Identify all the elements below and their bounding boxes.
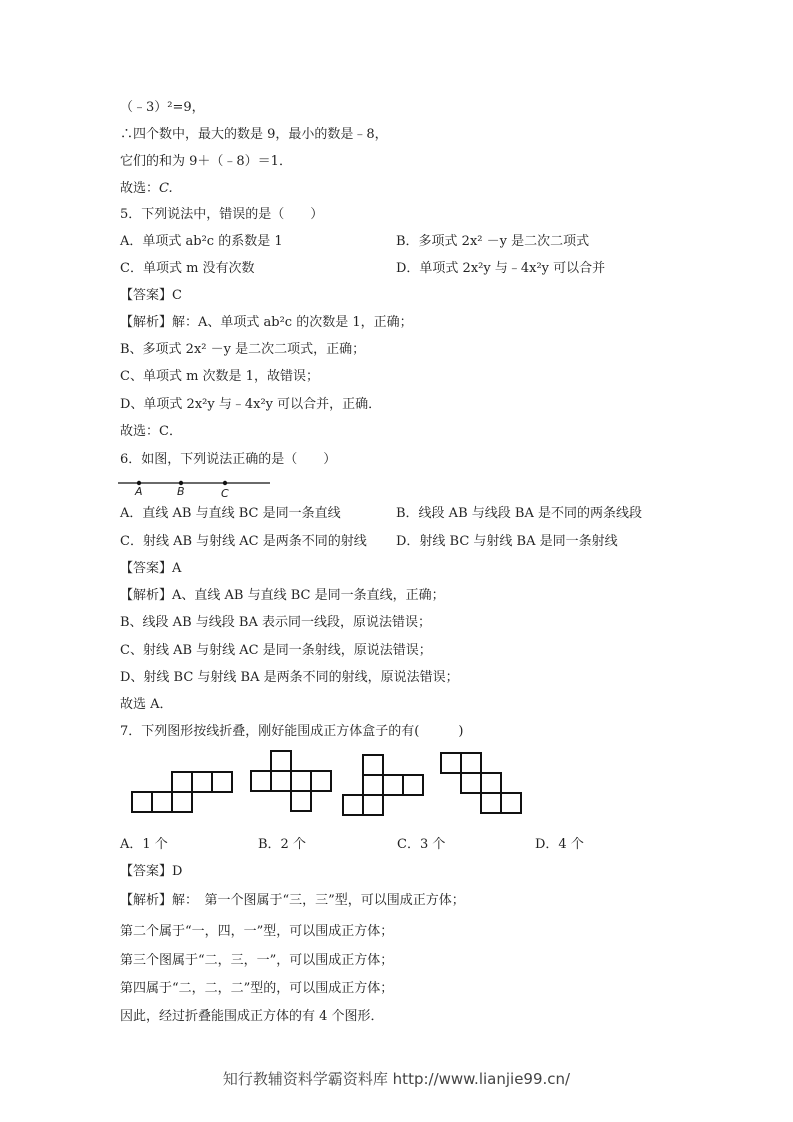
q7-analysis-3: 第三个图属于“二，三，一”，可以围成正方体； [120,953,394,968]
footer-watermark: 知行教辅资料学霸资料库 http://www.lianjie99.cn/ [222,1070,571,1088]
q6-analysis-2: B、线段 AB 与线段 BA 表示同一线段，原说法错误； [120,615,431,630]
q6-stem: 6．如图，下列说法正确的是（ ） [120,452,337,467]
q6-analysis-4: D、射线 BC 与射线 BA 是两条不同的射线，原说法错误； [120,670,459,685]
q7-option-a: A．1 个 [120,837,168,852]
q6-point-c-label: C [221,487,229,500]
q7-analysis-5: 因此，经过折叠能围成正方体的有 4 个图形． [120,1009,384,1024]
q5-analysis-3: C、单项式 m 次数是 1，故错误； [120,369,319,384]
q6-option-b: B．线段 AB 与线段 BA 是不同的两条线段 [396,506,642,521]
q5-stem: 5．下列说法中，错误的是（ ） [120,207,324,222]
q6-option-c: C．射线 AB 与射线 AC 是两条不同的射线 [120,534,367,549]
q6-answer: 【答案】A [120,561,182,576]
q7-option-c: C．3 个 [397,837,446,852]
q5-analysis-2: B、多项式 2x² －y 是二次二项式，正确； [120,342,366,357]
q6-option-a: A．直线 AB 与直线 BC 是同一条直线 [120,506,341,521]
intro-line-4 [120,180,173,198]
q5-option-c: C．单项式 m 没有次数 [120,261,255,276]
cube-net-4 [440,752,524,816]
q7-analysis-1: 【解析】解： 第一个图属于“三，三”型，可以围成正方体； [120,893,465,908]
q5-analysis-1: 【解析】解：A、单项式 ab²c 的次数是 1，正确； [120,315,413,330]
intro-line-1: （﹣3）²=9， [120,100,205,115]
cube-net-1 [131,772,235,814]
q7-answer: 【答案】D [120,864,183,879]
q7-analysis-2: 第二个属于“一，四，一”型，可以围成正方体； [120,924,394,939]
q7-option-b: B．2 个 [258,837,306,852]
intro-line-2: ∴四个数中，最大的数是 9，最小的数是﹣8， [120,127,388,142]
q5-option-d: D．单项式 2x²y 与﹣4x²y 可以合并 [396,261,606,276]
q5-analysis-5: 故选：C． [120,424,182,439]
q7-stem: 7．下列图形按线折叠，刚好能围成正方体盒子的有( ) [120,724,464,739]
cube-net-2 [250,750,334,814]
q6-point-a-label: A [135,485,143,498]
intro-line-3: 它们的和为 9＋（﹣8）＝1． [120,154,292,169]
intro-choose-label: 故选： [120,181,160,196]
q6-analysis-3: C、射线 AB 与射线 AC 是同一条射线，原说法错误； [120,643,432,658]
q5-answer: 【答案】C [120,288,182,303]
q5-analysis-4: D、单项式 2x²y 与﹣4x²y 可以合并，正确． [120,397,382,412]
q5-option-a: A．单项式 ab²c 的系数是 1 [120,234,283,249]
q7-analysis-4: 第四属于“二，二，二”型的，可以围成正方体； [120,981,394,996]
cube-net-3 [342,754,426,818]
intro-choice: C. [159,181,173,196]
q6-analysis-1: 【解析】A、直线 AB 与直线 BC 是同一条直线，正确； [120,588,445,603]
q6-option-d: D．射线 BC 与射线 BA 是同一条射线 [396,534,618,549]
q6-analysis-5: 故选 A． [120,697,173,712]
q6-point-b-label: B [177,485,185,498]
q5-option-b: B．多项式 2x² －y 是二次二项式 [396,234,590,249]
q7-option-d: D．4 个 [535,837,584,852]
